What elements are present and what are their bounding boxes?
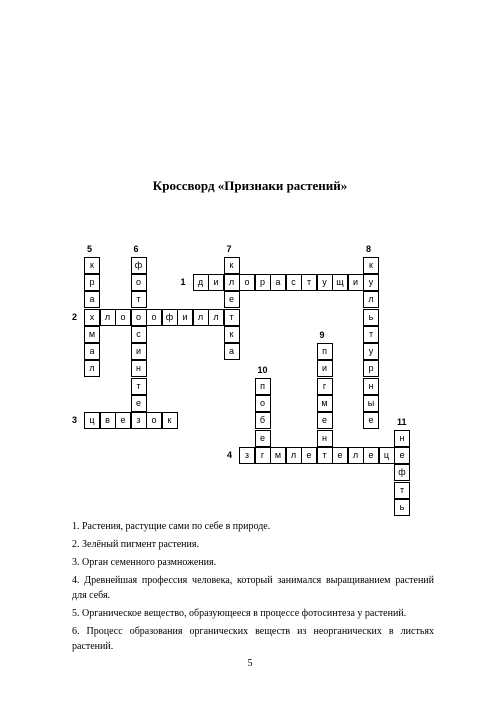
page-number: 5 (247, 658, 253, 669)
crossword-cell: а (224, 343, 240, 360)
crossword-cell: м (84, 326, 100, 343)
crossword-cell: л (193, 309, 209, 326)
clue-number-4: 4 (227, 449, 233, 460)
crossword-cell: к (84, 257, 100, 274)
clue-number-7: 7 (226, 243, 232, 254)
crossword-cell: о (146, 412, 162, 429)
crossword-cell: с (131, 326, 147, 343)
crossword-cell: т (394, 482, 410, 499)
clue-number-6: 6 (133, 243, 139, 254)
clue-number-10: 10 (257, 364, 268, 375)
crossword-cell: л (84, 360, 100, 377)
crossword-cell: е (363, 412, 379, 429)
crossword-cell: у (363, 274, 379, 291)
crossword-cell: м (270, 447, 286, 464)
crossword-cell: у (317, 274, 333, 291)
crossword-cell: е (131, 395, 147, 412)
crossword-cell: ь (363, 309, 379, 326)
crossword-cell: г (255, 447, 271, 464)
crossword-cell: б (255, 412, 271, 429)
crossword-cell: т (363, 326, 379, 343)
crossword-cell: р (84, 274, 100, 291)
crossword-cell: ц (84, 412, 100, 429)
crossword-cell: к (363, 257, 379, 274)
clue-number-9: 9 (319, 330, 325, 341)
crossword-cell: з (131, 412, 147, 429)
crossword-cell: г (317, 378, 333, 395)
crossword-cell: о (131, 309, 147, 326)
crossword-cell: а (84, 291, 100, 308)
clue-1: 1. Растения, растущие сами по себе в природе. (72, 521, 271, 532)
crossword-cell: п (317, 343, 333, 360)
crossword-cell: н (317, 430, 333, 447)
clue-number-1: 1 (180, 276, 186, 287)
crossword-cell: р (255, 274, 271, 291)
crossword-cell: о (115, 309, 131, 326)
clue-number-2: 2 (72, 311, 78, 322)
crossword-cell: е (224, 291, 240, 308)
crossword-cell: и (177, 309, 193, 326)
crossword-cell: т (131, 378, 147, 395)
clue-number-5: 5 (87, 243, 93, 254)
crossword-cell: е (317, 412, 333, 429)
crossword-cell: о (131, 274, 147, 291)
crossword-cell: и (317, 360, 333, 377)
crossword-cell: л (348, 447, 364, 464)
crossword-cell: л (208, 309, 224, 326)
crossword-cell: с (286, 274, 302, 291)
crossword-cell: т (131, 291, 147, 308)
clue-6: 6. Процесс образования органических веществ из неорганических в листьях растений. (72, 626, 434, 652)
clue-2: 2. Зелёный пигмент растения. (72, 539, 199, 550)
crossword-cell: ь (394, 499, 410, 516)
crossword-cell: ф (131, 257, 147, 274)
crossword-cell: к (162, 412, 178, 429)
crossword-cell: а (84, 343, 100, 360)
crossword-cell: е (115, 412, 131, 429)
clue-number-3: 3 (72, 415, 78, 426)
crossword-cell: и (131, 343, 147, 360)
crossword-cell: ф (394, 464, 410, 481)
crossword-cell: у (363, 343, 379, 360)
crossword-cell: н (363, 378, 379, 395)
page-title: Кроссворд «Признаки растений» (152, 178, 348, 193)
clue-5: 5. Органическое вещество, образующееся в процессе фотосинтеза у растений. (72, 608, 407, 619)
clue-number-8: 8 (366, 243, 372, 254)
crossword-cell: в (100, 412, 116, 429)
crossword-cell: х (84, 309, 100, 326)
crossword-cell: е (394, 447, 410, 464)
crossword-cell: к (224, 326, 240, 343)
crossword-cell: и (348, 274, 364, 291)
crossword-cell: н (394, 430, 410, 447)
clue-number-11: 11 (397, 416, 407, 427)
crossword-cell: о (255, 395, 271, 412)
crossword-cell: р (363, 360, 379, 377)
crossword-cell: о (239, 274, 255, 291)
clue-list (72, 519, 434, 657)
crossword-cell: т (224, 309, 240, 326)
crossword-cell: т (301, 274, 317, 291)
crossword-cell: з (239, 447, 255, 464)
crossword-cell: к (224, 257, 240, 274)
crossword-cell: е (332, 447, 348, 464)
crossword-cell: о (146, 309, 162, 326)
crossword-cell: л (286, 447, 302, 464)
crossword-cell: ф (162, 309, 178, 326)
crossword-cell: е (255, 430, 271, 447)
crossword-cell: н (131, 360, 147, 377)
clue-3: 3. Орган семенного размножения. (72, 557, 217, 568)
crossword-cell: т (317, 447, 333, 464)
crossword-cell: п (255, 378, 271, 395)
clue-4: 4. Древнейшая профессия человека, который занимался выращиванием растений для себя. (72, 575, 434, 601)
crossword-cell: а (270, 274, 286, 291)
crossword-cell: л (224, 274, 240, 291)
crossword-cell: щ (332, 274, 348, 291)
crossword-cell: л (363, 291, 379, 308)
crossword-cell: л (100, 309, 116, 326)
crossword-cell: м (317, 395, 333, 412)
crossword-cell: ц (379, 447, 395, 464)
crossword-cell: и (208, 274, 224, 291)
crossword-cell: д (193, 274, 209, 291)
crossword-cell: е (301, 447, 317, 464)
crossword-cell: е (363, 447, 379, 464)
crossword-cell: ы (363, 395, 379, 412)
